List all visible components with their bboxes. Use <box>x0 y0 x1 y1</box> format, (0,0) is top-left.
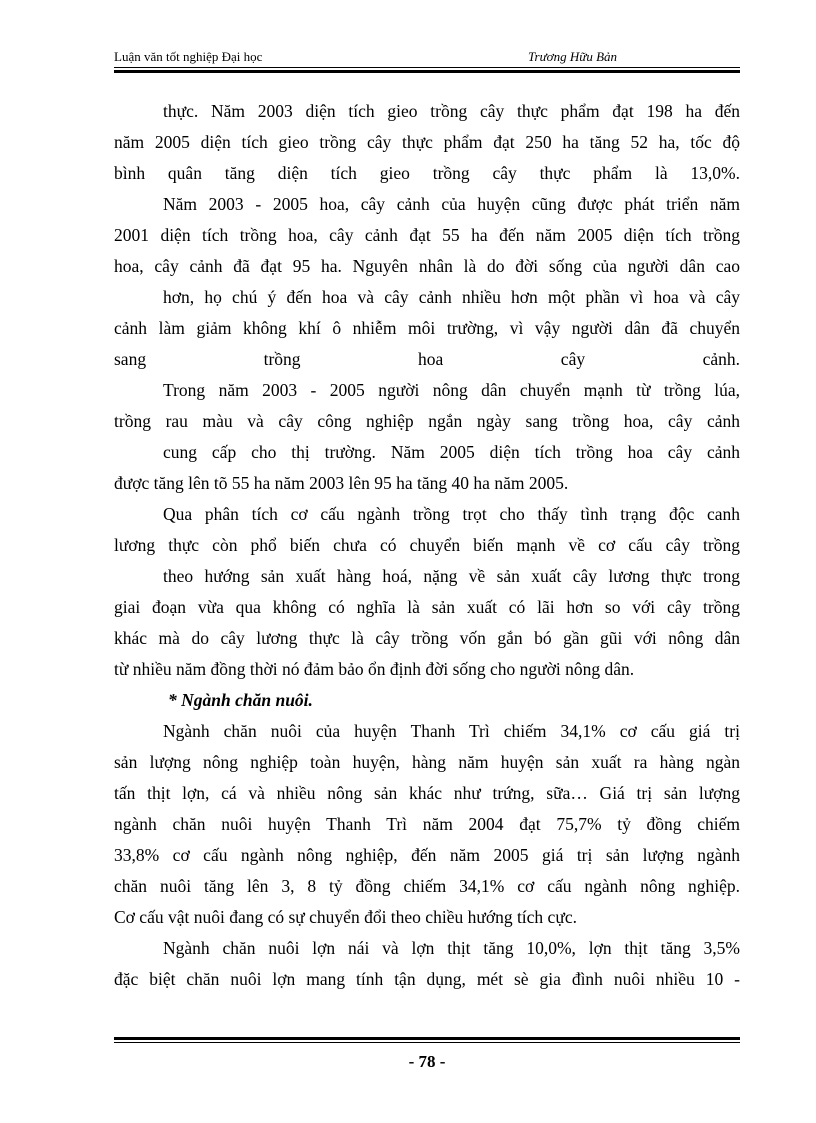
page-number: - 78 - <box>408 1052 446 1071</box>
text-line: Qua phân tích cơ cấu ngành trồng trọt cho thấy tình trạng độc canh <box>163 504 740 524</box>
text-line: cung cấp cho thị trường. Năm 2005 diện tích trồng hoa cây cảnh <box>163 442 740 462</box>
header-rule-thin <box>114 67 740 68</box>
header-thesis-title: Luận văn tốt nghiệp Đại học <box>114 49 263 64</box>
page-header <box>114 46 740 66</box>
text-line: bình quân tăng diện tích gieo trồng cây thực phẩm là 13,0%. <box>114 163 740 183</box>
text-line: hơn, họ chú ý đến hoa và cây cảnh nhiều hơn một phần vì hoa và cây <box>163 287 740 307</box>
section-heading: * Ngành chăn nuôi. <box>168 690 313 710</box>
text-line: giai đoạn vừa qua không có nghĩa là sản xuất có lãi hơn so với cây trồng <box>114 597 740 617</box>
text-line: 33,8% cơ cấu ngành nông nghiệp, đến năm 2005 giá trị sản lượng ngành <box>114 845 740 865</box>
text-line: khác mà do cây lương thực là cây trồng vốn gắn bó gần gũi với nông dân <box>114 628 740 648</box>
text-line: Ngành chăn nuôi của huyện Thanh Trì chiếm 34,1% cơ cấu giá trị <box>163 721 740 741</box>
text-line: hoa, cây cảnh đã đạt 95 ha. Nguyên nhân là do đời sống của người dân cao <box>114 256 740 276</box>
text-line: trồng rau màu và cây công nghiệp ngắn ngày sang trồng hoa, cây cảnh <box>114 411 740 431</box>
text-line: được tăng lên tõ 55 ha năm 2003 lên 95 ha tăng 40 ha năm 2005. <box>114 473 569 493</box>
text-line: năm 2005 diện tích gieo trồng cây thực phẩm đạt 250 ha tăng 52 ha, tốc độ <box>114 132 740 152</box>
body-text <box>114 96 740 995</box>
footer-rule-thick <box>114 1037 740 1040</box>
text-line: cảnh làm giảm không khí ô nhiễm môi trường, vì vậy người dân đã chuyển <box>114 318 740 338</box>
text-line: Trong năm 2003 - 2005 người nông dân chuyển mạnh từ trồng lúa, <box>163 380 740 400</box>
text-line: lương thực còn phổ biến chưa có chuyển biến mạnh về cơ cấu cây trồng <box>114 535 740 555</box>
text-line: ngành chăn nuôi huyện Thanh Trì năm 2004 đạt 75,7% tỷ đồng chiếm <box>114 814 740 834</box>
header-rule-thick <box>114 70 740 73</box>
footer-rule-thin <box>114 1042 740 1043</box>
text-line: Ngành chăn nuôi lợn nái và lợn thịt tăng 10,0%, lợn thịt tăng 3,5% <box>163 938 740 958</box>
text-line: sang trồng hoa cây cảnh. <box>114 349 740 369</box>
text-line: theo hướng sản xuất hàng hoá, nặng về sản xuất cây lương thực trong <box>163 566 740 586</box>
text-line: từ nhiều năm đồng thời nó đảm bảo ổn định đời sống cho người nông dân. <box>114 659 635 679</box>
text-line: Năm 2003 - 2005 hoa, cây cảnh của huyện cũng được phát triển năm <box>163 194 740 214</box>
text-line: thực. Năm 2003 diện tích gieo trồng cây thực phẩm đạt 198 ha đến <box>163 101 740 121</box>
header-author: Trương Hữu Bản <box>528 49 618 64</box>
text-line: đặc biệt chăn nuôi lợn mang tính tận dụng, mét sè gia đình nuôi nhiều 10 - <box>114 969 740 989</box>
text-line: sản lượng nông nghiệp toàn huyện, hàng năm huyện sản xuất ra hàng ngàn <box>114 752 740 772</box>
text-line: 2001 diện tích trồng hoa, cây cảnh đạt 55 ha đến năm 2005 diện tích trồng <box>114 225 740 245</box>
text-line: Cơ cấu vật nuôi đang có sự chuyển đổi theo chiều hướng tích cực. <box>114 907 577 927</box>
text-line: tấn thịt lợn, cá và nhiều nông sản khác như trứng, sữa… Giá trị sản lượng <box>114 783 740 803</box>
text-line: chăn nuôi tăng lên 3, 8 tỷ đồng chiếm 34,1% cơ cấu ngành nông nghiệp. <box>114 876 740 896</box>
